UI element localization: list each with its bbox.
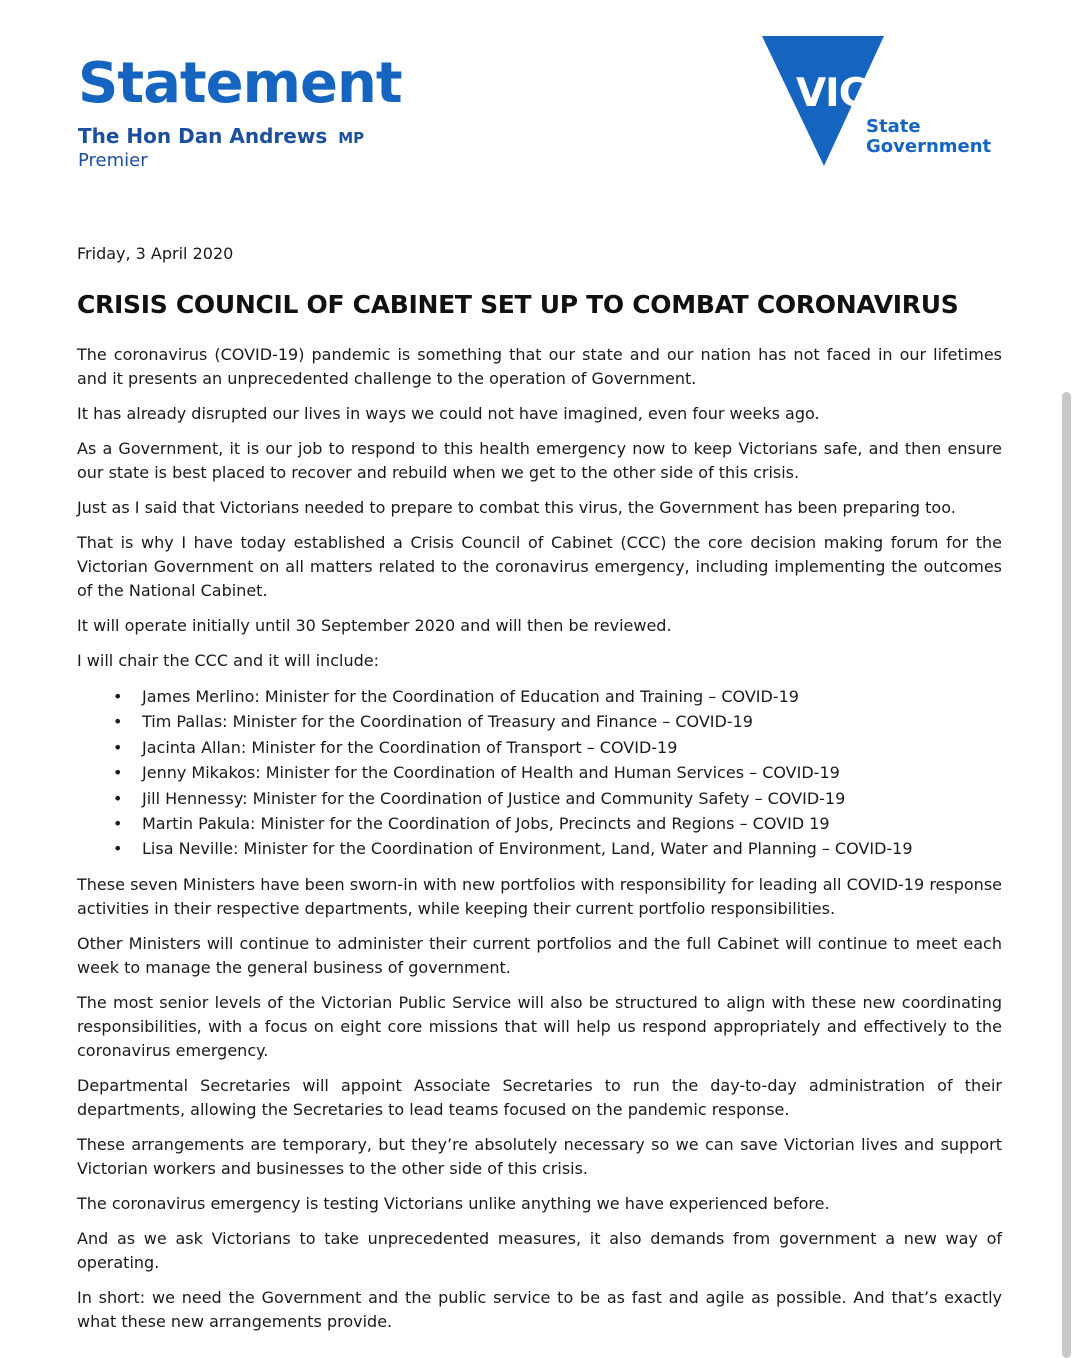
statement-headline: CRISIS COUNCIL OF CABINET SET UP TO COMBAT CORONAVIRUS <box>77 290 959 319</box>
list-item-text: Martin Pakula: Minister for the Coordination of Jobs, Precincts and Regions – COVID 19 <box>142 814 830 834</box>
logo-line1: State <box>866 116 921 137</box>
paragraph: In short: we need the Government and the public service to be as fast and agile as possible. And that’s exactly what these new arrangements provide. <box>77 1287 1002 1331</box>
bullet-marker: • <box>113 687 123 706</box>
paragraph: Departmental Secretaries will appoint Associate Secretaries to run the day-to-day administration of their departments, allowing the Secretaries to lead teams focused on the pandemic response. <box>77 1075 1002 1119</box>
paragraph: Just as I said that Victorians needed to prepare to combat this virus, the Government has been preparing too. <box>77 498 956 517</box>
list-item <box>77 760 1002 785</box>
list-item-text: Lisa Neville: Minister for the Coordination of Environment, Land, Water and Planning – COVID-19 <box>142 839 913 859</box>
list-item-text: Jill Hennessy: Minister for the Coordination of Justice and Community Safety – COVID-19 <box>142 788 846 808</box>
list-item <box>77 836 1002 861</box>
paragraphs-before <box>77 343 1002 673</box>
list-item <box>77 786 1002 811</box>
vertical-scrollbar[interactable] <box>1062 392 1071 1358</box>
list-item <box>77 684 1002 709</box>
paragraph: It has already disrupted our lives in ways we could not have imagined, even four weeks ago. <box>77 404 820 423</box>
statement-title: Statement <box>78 51 402 116</box>
statement-date: Friday, 3 April 2020 <box>77 244 234 263</box>
minister-name-text: The Hon Dan Andrews <box>78 124 328 148</box>
minister-name <box>78 124 402 148</box>
paragraph: The most senior levels of the Victorian Public Service will also be structured to align with these new coordinating responsibilities, with a focus on eight core missions that will help us respond appropriately and effectively to the coronavirus emergency. <box>77 992 1002 1060</box>
paragraph: The coronavirus emergency is testing Victorians unlike anything we have experienced before. <box>77 1193 830 1213</box>
bullet-marker: • <box>113 763 123 783</box>
paragraph: Other Ministers will continue to administer their current portfolios and the full Cabinet will continue to meet each week to manage the general business of government. <box>77 933 1002 977</box>
statement-body <box>77 242 1002 1345</box>
paragraph: These seven Ministers have been sworn-in with new portfolios with responsibility for leading all COVID-19 response activities in their respective departments, while keeping their current portfolio responsibilities. <box>77 874 1002 918</box>
list-item-text: Jenny Mikakos: Minister for the Coordination of Health and Human Services – COVID-19 <box>142 763 840 783</box>
paragraphs-after <box>77 873 1002 1334</box>
logo-name-overlay: VICTORIA <box>796 71 996 116</box>
victoria-state-government-logo <box>760 34 1000 168</box>
minister-suffix: MP <box>338 129 365 147</box>
list-item-text: Tim Pallas: Minister for the Coordination of Treasury and Finance – COVID-19 <box>142 712 753 732</box>
paragraph: The coronavirus (COVID-19) pandemic is something that our state and our nation has not faced in our lifetimes and it presents an unprecedented challenge to the operation of Government. <box>77 345 1002 388</box>
paragraph: As a Government, it is our job to respond to this health emergency now to keep Victorians safe, and then ensure our state is best placed to recover and rebuild when we get to the other side of this crisis. <box>77 439 1002 482</box>
list-item <box>77 811 1002 836</box>
list-item-text: Jacinta Allan: Minister for the Coordination of Transport – COVID-19 <box>142 737 678 757</box>
bullet-marker: • <box>113 712 123 732</box>
paragraph: It will operate initially until 30 September 2020 and will then be reviewed. <box>77 616 672 635</box>
bullet-marker: • <box>113 814 123 834</box>
list-item <box>77 709 1002 734</box>
minister-role: Premier <box>78 150 148 171</box>
bullet-marker: • <box>113 788 123 808</box>
paragraph: And as we ask Victorians to take unprecedented measures, it also demands from government a new way of operating. <box>77 1228 1002 1272</box>
paragraph: These arrangements are temporary, but they’re absolutely necessary so we can save Victorian lives and support Victorian workers and businesses to the other side of this crisis. <box>77 1134 1002 1178</box>
paragraph: That is why I have today established a Crisis Council of Cabinet (CCC) the core decision making forum for the Victorian Government on all matters related to the coronavirus emergency, including implementing the outcomes of the National Cabinet. <box>77 533 1002 600</box>
list-item <box>77 735 1002 760</box>
statement-header <box>78 51 402 172</box>
paragraph: I will chair the CCC and it will include: <box>77 651 379 670</box>
bullet-marker: • <box>113 737 123 757</box>
list-item-text: James Merlino: Minister for the Coordination of Education and Training – COVID-19 <box>142 687 799 706</box>
bullet-marker: • <box>113 839 123 859</box>
minister-list <box>77 684 1002 862</box>
logo-line2: Government <box>866 136 992 157</box>
